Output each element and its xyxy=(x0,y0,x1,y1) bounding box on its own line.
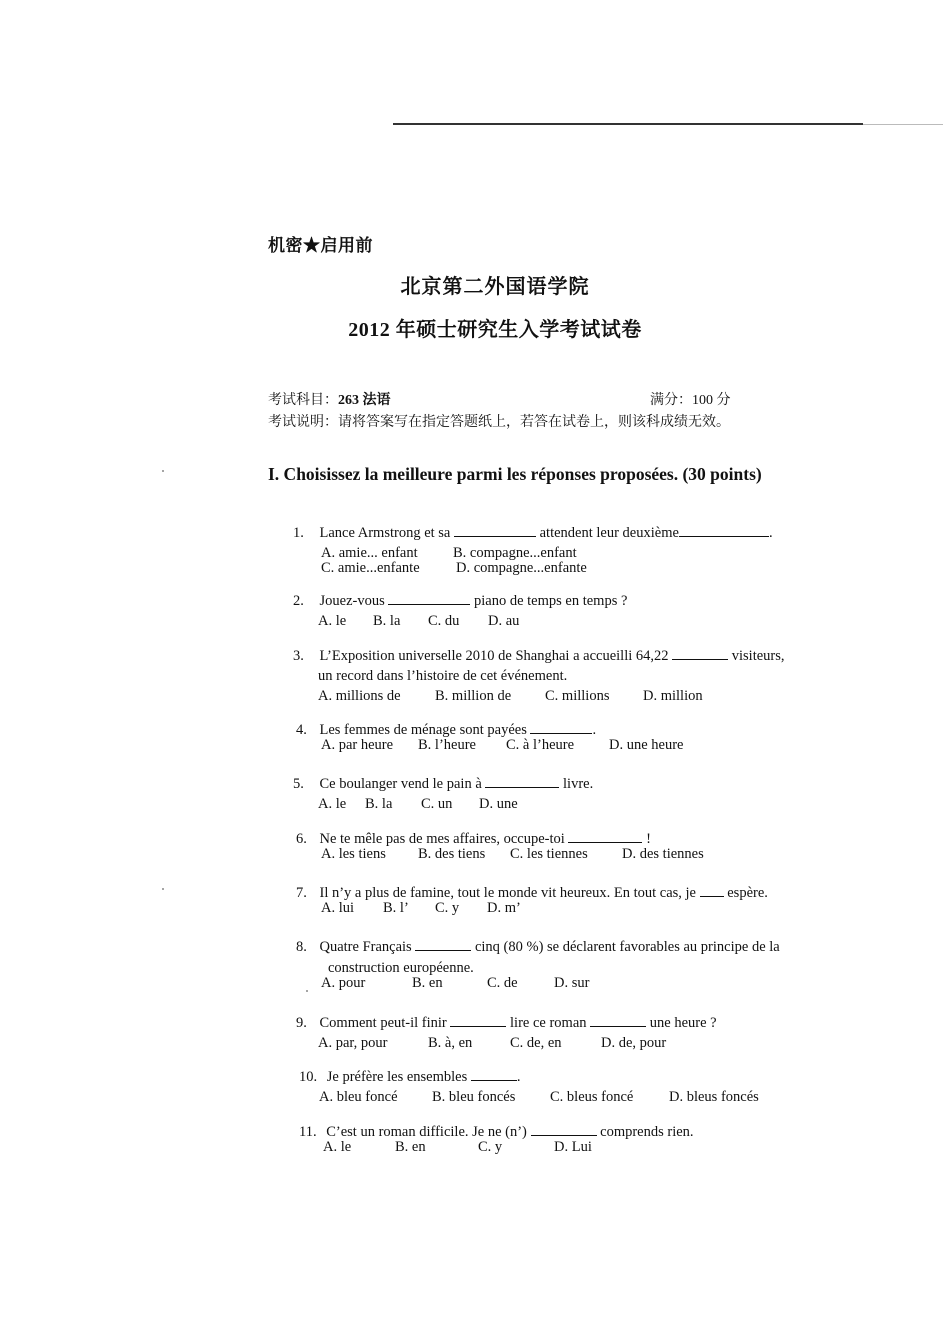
answer-blank xyxy=(700,884,724,897)
question-text: Ne te mêle pas de mes affaires, occupe-toi xyxy=(319,831,569,847)
options-q4 xyxy=(321,737,683,753)
option: C. millions xyxy=(545,688,610,704)
answer-blank xyxy=(471,1068,517,1081)
question-text: ! xyxy=(642,831,651,847)
question-text: cinq (80 %) se déclarent favorables au principe de la xyxy=(471,939,780,955)
full-score: 满分：100 分 xyxy=(650,393,731,408)
option: B. à, en xyxy=(428,1035,473,1051)
question-text: piano de temps en temps ? xyxy=(470,593,628,609)
scan-top-rule-faint xyxy=(863,124,943,125)
options-q9 xyxy=(318,1035,666,1051)
scan-speck xyxy=(306,990,308,992)
option: D. Lui xyxy=(554,1139,592,1155)
option: A. amie... enfant xyxy=(321,545,418,561)
option: B. million de xyxy=(435,688,512,704)
option: C. bleus foncé xyxy=(550,1089,634,1105)
question-number: 5. xyxy=(293,776,304,792)
option: B. la xyxy=(373,613,401,629)
scan-speck xyxy=(162,470,164,472)
question-text: L’Exposition universelle 2010 de Shanghai a accueilli 64,22 xyxy=(319,648,673,664)
option: A. millions de xyxy=(318,688,401,704)
options-q10 xyxy=(319,1089,759,1105)
question-text: visiteurs, xyxy=(728,648,785,664)
option: C. y xyxy=(478,1139,503,1155)
options-q7 xyxy=(321,900,521,916)
question-number: 7. xyxy=(296,885,307,901)
option: B. des tiens xyxy=(418,846,486,862)
question-9 xyxy=(296,1014,717,1032)
question-number: 4. xyxy=(296,722,307,738)
question-number: 3. xyxy=(293,648,304,664)
options-q6 xyxy=(321,846,704,862)
exam-subject xyxy=(268,389,391,409)
question-text: . xyxy=(592,722,597,738)
answer-blank xyxy=(530,721,592,734)
exam-instructions: 考试说明：请将答案写在指定答题纸上，若答在试卷上，则该科成绩无效。 xyxy=(268,415,730,430)
question-text: . xyxy=(516,1069,521,1085)
option: C. amie...enfante xyxy=(321,560,420,576)
question-text: Jouez-vous xyxy=(319,593,389,609)
question-text: . xyxy=(768,525,773,541)
option: D. au xyxy=(488,613,520,629)
answer-blank xyxy=(568,830,642,843)
question-3-continued: un record dans l’histoire de cet événement. xyxy=(318,668,568,684)
question-text: Les femmes de ménage sont payées xyxy=(319,722,531,738)
school-name: 北京第二外国语学院 xyxy=(400,276,590,298)
option: D. compagne...enfante xyxy=(456,560,587,576)
options-q1-row2 xyxy=(321,560,587,576)
option: B. l’ xyxy=(383,900,409,916)
question-text: C’est un roman difficile. Je ne (n’) xyxy=(326,1124,531,1140)
option: A. pour xyxy=(321,975,366,991)
option: A. lui xyxy=(321,900,355,916)
question-text: Quatre Français xyxy=(319,939,416,955)
question-text: Ce boulanger vend le pain à xyxy=(319,776,486,792)
option: C. de xyxy=(487,975,518,991)
option: D. sur xyxy=(554,975,590,991)
question-text: Il n’y a plus de famine, tout le monde vit heureux. En tout cas, je xyxy=(319,885,700,901)
option: C. les tiennes xyxy=(510,846,588,862)
option: D. million xyxy=(643,688,703,704)
answer-blank xyxy=(485,775,559,788)
question-2 xyxy=(293,592,627,610)
answer-blank xyxy=(388,592,470,605)
option: B. compagne...enfant xyxy=(453,545,577,561)
options-q3 xyxy=(318,688,703,704)
answer-blank xyxy=(415,938,471,951)
question-8-continued: construction européenne. xyxy=(328,960,474,976)
option: D. une xyxy=(479,796,518,812)
question-text: Je préfère les ensembles xyxy=(326,1069,471,1085)
question-3 xyxy=(293,647,785,665)
question-text: Lance Armstrong et sa xyxy=(319,525,454,541)
question-text: lire ce roman xyxy=(506,1015,591,1031)
option: A. bleu foncé xyxy=(319,1089,398,1105)
question-number: 10. xyxy=(299,1069,318,1085)
option: C. y xyxy=(435,900,460,916)
options-q2 xyxy=(318,613,519,629)
question-text: Comment peut-il finir xyxy=(319,1015,451,1031)
question-text: attendent leur deuxième xyxy=(536,525,679,541)
question-number: 8. xyxy=(296,939,307,955)
option: A. par heure xyxy=(321,737,394,753)
option: A. les tiens xyxy=(321,846,386,862)
option: D. des tiennes xyxy=(622,846,704,862)
scan-top-rule xyxy=(393,123,863,125)
question-text: livre. xyxy=(559,776,594,792)
question-number: 2. xyxy=(293,593,304,609)
option: C. du xyxy=(428,613,460,629)
question-number: 9. xyxy=(296,1015,307,1031)
option: B. en xyxy=(395,1139,426,1155)
option: A. le xyxy=(318,613,347,629)
option: C. à l’heure xyxy=(506,737,575,753)
option: B. en xyxy=(412,975,443,991)
question-number: 11. xyxy=(299,1124,317,1140)
options-q5 xyxy=(318,796,518,812)
option: B. la xyxy=(365,796,393,812)
question-1 xyxy=(293,524,773,542)
question-number: 6. xyxy=(296,831,307,847)
question-number: 1. xyxy=(293,525,304,541)
answer-blank xyxy=(679,524,769,537)
options-q1-row1 xyxy=(321,545,577,561)
option: B. bleu foncés xyxy=(432,1089,516,1105)
answer-blank xyxy=(450,1014,506,1027)
option: A. le xyxy=(323,1139,352,1155)
question-text: comprends rien. xyxy=(596,1124,694,1140)
option: A. le xyxy=(318,796,347,812)
answer-blank xyxy=(672,647,728,660)
subject-value: 263 法语 xyxy=(338,393,391,408)
options-q8 xyxy=(321,975,589,991)
option: C. un xyxy=(421,796,453,812)
option: C. de, en xyxy=(510,1035,562,1051)
option: D. bleus foncés xyxy=(669,1089,759,1105)
option: A. par, pour xyxy=(318,1035,388,1051)
section-1-title: I. Choisissez la meilleure parmi les réponses proposées. (30 points) xyxy=(268,464,762,484)
answer-blank xyxy=(590,1014,646,1027)
scan-speck xyxy=(162,888,164,890)
confidential-mark: 机密★启用前 xyxy=(268,236,373,255)
option: D. m’ xyxy=(487,900,521,916)
option: B. l’heure xyxy=(418,737,476,753)
option: D. de, pour xyxy=(601,1035,667,1051)
option: D. une heure xyxy=(609,737,684,753)
answer-blank xyxy=(531,1123,597,1136)
question-10 xyxy=(299,1068,521,1086)
question-text: espère. xyxy=(723,885,768,901)
exam-title: 2012 年硕士研究生入学考试试卷 xyxy=(348,319,642,341)
subject-label: 考试科目： xyxy=(268,393,338,408)
question-8 xyxy=(296,938,780,956)
options-q11 xyxy=(323,1139,592,1155)
question-text: une heure ? xyxy=(646,1015,717,1031)
answer-blank xyxy=(454,524,536,537)
question-5 xyxy=(293,775,593,793)
